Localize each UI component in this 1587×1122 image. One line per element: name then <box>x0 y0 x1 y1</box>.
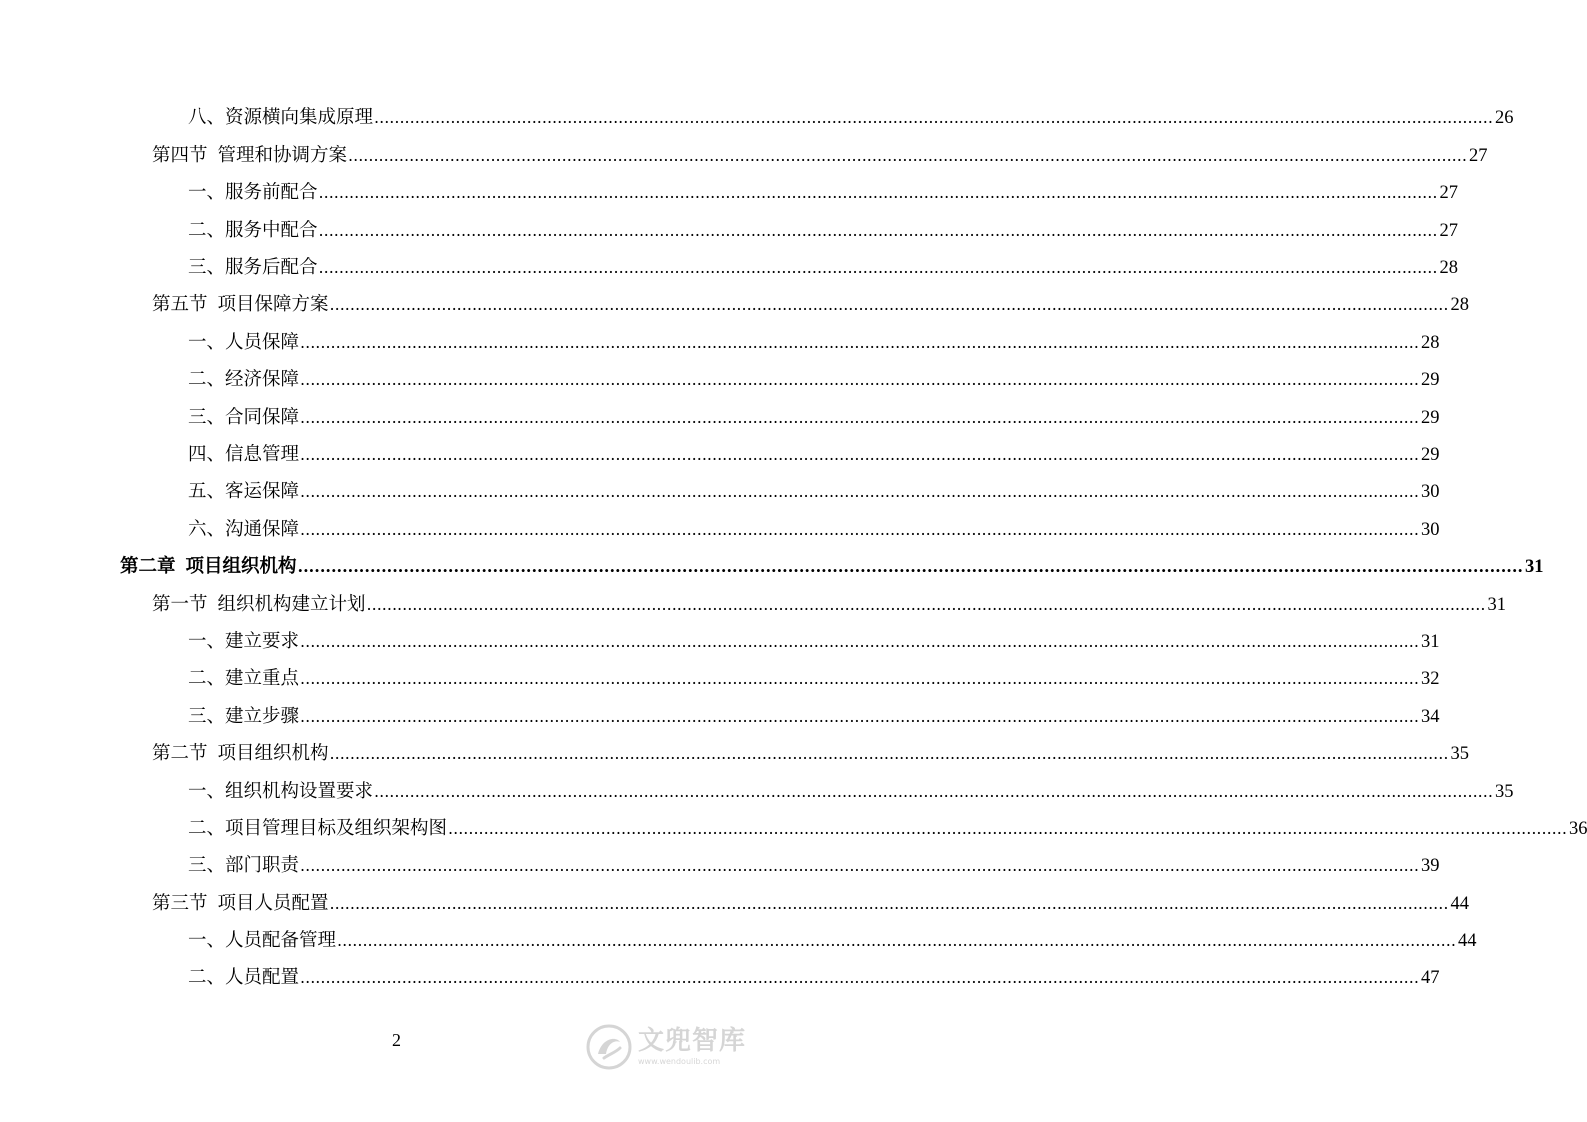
toc-dot-leader: ............................................................................................................................................................................................................................ <box>300 856 1419 876</box>
toc-entry-title <box>188 212 318 249</box>
toc-entry <box>0 773 1514 810</box>
toc-entry-title <box>152 137 347 174</box>
toc-entry-text: 管理和协调方案 <box>217 144 348 166</box>
toc-entry-text: 项目人员配置 <box>217 892 329 914</box>
toc-dot-leader: ............................................................................................................................................................................................................................ <box>448 818 1567 838</box>
toc-entry-prefix: 第一节 <box>152 593 208 615</box>
toc-entry-prefix: 二、 <box>188 668 226 690</box>
toc-dot-leader: ............................................................................................................................................................................................................................ <box>300 669 1419 689</box>
toc-entry-prefix: 三、 <box>188 257 226 279</box>
toc-entry-title <box>188 698 299 735</box>
toc-entry <box>0 810 1587 847</box>
table-of-contents <box>0 100 1587 997</box>
toc-entry <box>0 324 1440 361</box>
toc-entry <box>0 549 1544 586</box>
toc-page-number: 39 <box>1420 856 1440 877</box>
toc-entry-prefix: 二、 <box>188 219 226 241</box>
toc-entry-text: 项目保障方案 <box>217 294 329 316</box>
toc-entry-title <box>188 959 299 996</box>
toc-entry-text: 项目组织机构 <box>185 556 297 578</box>
toc-page-number: 44 <box>1457 931 1477 952</box>
toc-dot-leader: ............................................................................................................................................................................................................................ <box>300 445 1419 464</box>
toc-entry-prefix: 二、 <box>188 967 226 989</box>
toc-entry-title <box>188 660 299 697</box>
toc-page-number: 34 <box>1420 706 1440 727</box>
toc-page-number: 29 <box>1420 407 1440 428</box>
toc-page-number: 27 <box>1439 220 1458 241</box>
toc-entry-title <box>188 99 373 136</box>
toc-entry-prefix: 第四节 <box>152 144 208 166</box>
toc-page-number: 35 <box>1494 781 1514 802</box>
toc-entry <box>0 623 1440 660</box>
toc-page-number: 27 <box>1439 183 1458 204</box>
toc-entry-text: 组织机构建立计划 <box>217 593 366 615</box>
toc-entry-prefix: 三、 <box>188 406 226 428</box>
toc-dot-leader: ............................................................................................................................................................................................................................ <box>348 145 1467 165</box>
toc-entry <box>0 100 1514 137</box>
toc-entry-title <box>188 399 299 436</box>
toc-entry-text: 经济保障 <box>225 369 300 391</box>
toc-entry-prefix: 三、 <box>188 705 226 727</box>
toc-entry-title <box>120 548 297 585</box>
toc-entry-prefix: 一、 <box>188 182 226 204</box>
toc-entry-prefix: 第三节 <box>152 892 208 914</box>
toc-dot-leader: ............................................................................................................................................................................................................................ <box>300 631 1419 651</box>
toc-page-number: 31 <box>1420 631 1440 652</box>
toc-entry <box>0 474 1440 511</box>
toc-dot-leader: ............................................................................................................................................................................................................................ <box>366 594 1486 614</box>
toc-entry-text: 部门职责 <box>225 855 300 877</box>
toc-page-number: 31 <box>1525 557 1544 578</box>
toc-entry-title <box>188 361 299 398</box>
toc-page-number: 31 <box>1487 594 1506 615</box>
toc-entry-prefix: 二、 <box>188 369 226 391</box>
toc-entry-title <box>188 436 299 473</box>
toc-entry-prefix: 第五节 <box>152 294 208 316</box>
toc-entry <box>0 437 1440 474</box>
toc-entry-text: 建立重点 <box>225 668 300 690</box>
toc-entry-text: 组织机构设置要求 <box>225 780 374 802</box>
toc-dot-leader: ............................................................................................................................................................................................................................ <box>337 931 1456 951</box>
toc-dot-leader: ............................................................................................................................................................................................................................ <box>300 407 1419 427</box>
toc-page-number: 32 <box>1420 669 1440 690</box>
toc-entry <box>0 960 1440 997</box>
toc-entry-prefix: 一、 <box>188 930 226 952</box>
toc-page-number: 30 <box>1420 519 1440 540</box>
toc-page-number: 47 <box>1420 968 1440 989</box>
toc-dot-leader: ............................................................................................................................................................................................................................ <box>300 706 1419 726</box>
toc-entry-prefix: 三、 <box>188 855 226 877</box>
toc-entry-text: 资源横向集成原理 <box>225 107 374 129</box>
toc-entry-text: 人员配置 <box>225 967 300 989</box>
toc-dot-leader: ............................................................................................................................................................................................................................ <box>318 258 1438 278</box>
toc-dot-leader: ............................................................................................................................................................................................................................ <box>297 557 1523 577</box>
wendou-logo-icon <box>586 1024 632 1070</box>
toc-dot-leader: ............................................................................................................................................................................................................................ <box>329 295 1449 315</box>
toc-entry <box>0 923 1477 960</box>
toc-entry-text: 项目管理目标及组织架构图 <box>225 817 448 839</box>
toc-entry-text: 合同保障 <box>225 406 300 428</box>
watermark <box>586 1016 756 1078</box>
toc-entry <box>0 212 1458 249</box>
toc-entry-prefix: 一、 <box>188 331 226 353</box>
toc-dot-leader: ............................................................................................................................................................................................................................ <box>300 968 1419 988</box>
toc-entry-text: 人员配备管理 <box>225 930 337 952</box>
toc-entry-title <box>188 847 299 884</box>
toc-entry-prefix: 第二章 <box>120 556 176 578</box>
toc-entry-title <box>188 922 336 959</box>
toc-dot-leader: ............................................................................................................................................................................................................................ <box>318 220 1438 240</box>
toc-entry-prefix: 第二节 <box>152 743 208 765</box>
toc-entry-text: 服务后配合 <box>225 257 318 279</box>
toc-entry-title <box>188 249 318 286</box>
toc-page-number: 36 <box>1568 818 1587 839</box>
toc-entry-prefix: 五、 <box>188 481 226 503</box>
toc-entry <box>0 698 1440 735</box>
toc-page-number: 29 <box>1420 445 1440 465</box>
toc-dot-leader: ............................................................................................................................................................................................................................ <box>374 781 1493 801</box>
toc-entry <box>0 137 1488 174</box>
toc-entry-text: 项目组织机构 <box>217 743 329 765</box>
toc-entry-text: 服务中配合 <box>225 219 318 241</box>
toc-entry-text: 服务前配合 <box>225 182 318 204</box>
toc-entry <box>0 175 1458 212</box>
toc-entry-text: 信息管理 <box>225 444 300 465</box>
toc-page-number: 29 <box>1420 370 1440 391</box>
toc-entry <box>0 736 1469 773</box>
watermark-url: www.wendoulib.com <box>638 1056 721 1066</box>
toc-entry <box>0 661 1440 698</box>
toc-page-number: 44 <box>1450 893 1469 914</box>
toc-entry <box>0 848 1440 885</box>
toc-page-number: 27 <box>1468 145 1488 166</box>
toc-entry-title <box>152 586 366 623</box>
toc-dot-leader: ............................................................................................................................................................................................................................ <box>374 108 1493 128</box>
toc-entry-prefix: 一、 <box>188 630 226 652</box>
toc-page-number: 28 <box>1420 332 1440 353</box>
toc-page-number: 28 <box>1439 258 1458 279</box>
toc-entry-title <box>188 511 299 548</box>
toc-entry <box>0 399 1440 436</box>
toc-entry <box>0 586 1506 623</box>
toc-entry-title <box>188 174 318 211</box>
toc-entry-text: 建立步骤 <box>225 705 300 727</box>
page-number: 2 <box>392 1030 401 1050</box>
toc-entry <box>0 287 1469 324</box>
toc-page-number: 28 <box>1450 295 1469 316</box>
toc-entry-title <box>152 735 329 772</box>
watermark-text: 文兜智库 <box>638 1025 747 1056</box>
toc-entry-title <box>188 773 373 810</box>
toc-entry-title <box>188 810 447 847</box>
toc-dot-leader: ............................................................................................................................................................................................................................ <box>300 519 1419 539</box>
toc-dot-leader: ............................................................................................................................................................................................................................ <box>329 893 1449 913</box>
toc-entry <box>0 885 1469 922</box>
toc-entry-prefix: 二、 <box>188 817 226 839</box>
toc-entry-text: 沟通保障 <box>225 518 300 540</box>
toc-entry-text: 客运保障 <box>225 481 300 503</box>
toc-entry <box>0 362 1440 399</box>
toc-entry-prefix: 一、 <box>188 780 226 802</box>
toc-entry-title <box>188 324 299 361</box>
toc-dot-leader: ............................................................................................................................................................................................................................ <box>300 370 1419 390</box>
toc-entry-title <box>188 473 299 510</box>
toc-entry-prefix: 六、 <box>188 518 226 540</box>
toc-dot-leader: ............................................................................................................................................................................................................................ <box>300 482 1419 502</box>
toc-dot-leader: ............................................................................................................................................................................................................................ <box>329 744 1449 764</box>
toc-entry-prefix: 八、 <box>188 107 226 129</box>
toc-page-number: 35 <box>1450 744 1469 765</box>
toc-page-number: 30 <box>1420 482 1440 503</box>
toc-entry <box>0 250 1458 287</box>
toc-entry-title <box>188 623 299 660</box>
toc-page-number: 26 <box>1494 108 1514 129</box>
toc-dot-leader: ............................................................................................................................................................................................................................ <box>318 183 1438 203</box>
toc-entry <box>0 511 1440 548</box>
toc-entry-text: 人员保障 <box>225 331 300 353</box>
toc-dot-leader: ............................................................................................................................................................................................................................ <box>300 332 1419 352</box>
toc-entry-text: 建立要求 <box>225 630 300 652</box>
toc-entry-title <box>152 286 329 323</box>
toc-entry-title <box>152 885 329 922</box>
toc-entry-prefix: 四、 <box>188 444 226 465</box>
